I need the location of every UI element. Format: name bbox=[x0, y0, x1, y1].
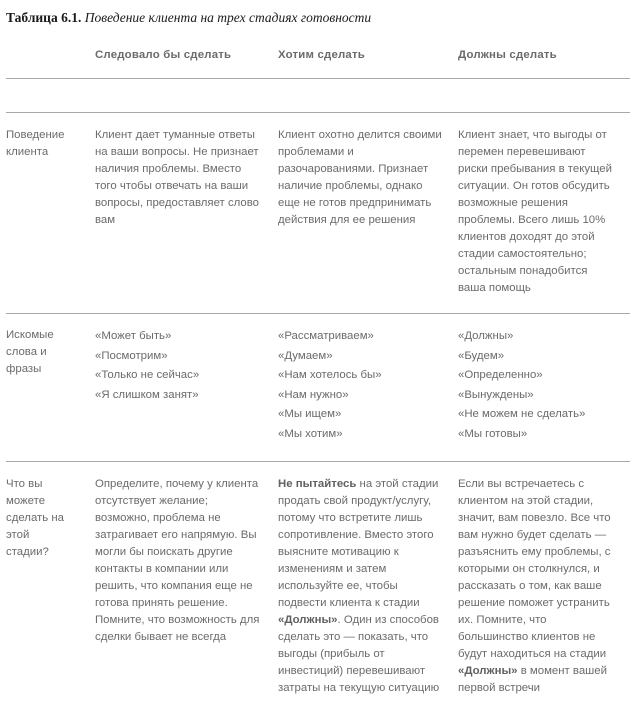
cell-actions-should: Определите, почему у клиента отсутствует желание; возможно, проблема не затрагивает его напрямую. Вы могли бы поискать другие контакты в компании или решить, что компания еще не готова принять решение. Помните, что возможность для сделки бывает не всегда bbox=[95, 478, 260, 643]
cell-text: Если вы встречаетесь с клиентом на этой стадии, значит, вам повезло. Все что вам нужно будет сделать — разъяснить ему проблемы, с которыми он столкнулся, и рассказать о том, как ваше решение поможет устранить их. Помните, что большинство клиентов не будут находиться на стадии bbox=[458, 478, 611, 660]
table-header-row bbox=[6, 47, 630, 78]
phrase-line: «Мы ищем» bbox=[278, 408, 342, 420]
phrase-line: «Может быть» bbox=[95, 330, 172, 342]
cell-behavior-want: Клиент охотно делится своими проблемами и разочарованиями. Признает наличие проблемы, однако еще не готов предпринимать действия для ее решения bbox=[278, 129, 442, 226]
phrase-line: «Должны» bbox=[458, 330, 514, 342]
phrase-line: «Вынуждены» bbox=[458, 388, 534, 401]
cell-behavior-should: Клиент дает туманные ответы на ваши вопросы. Не признает наличия проблемы. Вместо того чтобы отвечать на ваши вопросы, предоставляет слово вам bbox=[95, 129, 260, 226]
phrase-line: «Я слишком занят» bbox=[95, 388, 199, 401]
cell-keywords-should bbox=[95, 327, 278, 405]
header-gap bbox=[6, 79, 630, 112]
row-label: Искомые слова и фразы bbox=[6, 329, 54, 375]
cell-text-bold: «Должны» bbox=[458, 665, 518, 677]
cell-text-bold: Не пытайтесь bbox=[278, 478, 357, 490]
cell-behavior-must: Клиент знает, что выгоды от перемен перевешивают риски пребывания в текущей ситуации. Он готов обсудить возможные решения проблемы. Всего лишь 10% клиентов доходят до этой стадии самостоятельно; остальным понадобится ваша помощь bbox=[458, 129, 612, 294]
row-actions bbox=[6, 462, 630, 697]
phrase-line: «Посмотрим» bbox=[95, 349, 168, 362]
cell-text: . Один из способов сделать это — показать, что выгоды (прибыль от инвестиций) перевешивают затраты на текущую ситуацию bbox=[278, 614, 440, 694]
phrase-line: «Определенно» bbox=[458, 369, 543, 381]
cell-keywords-want bbox=[278, 327, 458, 444]
phrase-line: «Только не сейчас» bbox=[95, 369, 200, 381]
row-label: Поведение клиента bbox=[6, 129, 65, 158]
table-caption: Поведение клиента на трех стадиях готовности bbox=[84, 10, 372, 25]
phrase-line: «Мы готовы» bbox=[458, 427, 528, 440]
phrase-line: «Не можем не сделать» bbox=[458, 408, 586, 420]
phrase-line: «Рассматриваем» bbox=[278, 330, 374, 342]
table-number: Таблица 6.1. bbox=[6, 10, 82, 25]
row-keywords bbox=[6, 314, 630, 461]
column-header-should: Следовало бы сделать bbox=[95, 49, 232, 61]
cell-actions-want bbox=[278, 476, 458, 697]
column-header-must: Должны сделать bbox=[458, 49, 557, 61]
cell-actions-must bbox=[458, 476, 630, 697]
row-client-behavior bbox=[6, 113, 630, 313]
phrase-line: «Нам нужно» bbox=[278, 388, 349, 401]
cell-keywords-must bbox=[458, 327, 630, 444]
row-label: Что вы можете сделать на этой стадии? bbox=[6, 478, 64, 558]
column-header-want: Хотим сделать bbox=[278, 49, 365, 61]
phrase-line: «Нам хотелось бы» bbox=[278, 369, 382, 381]
phrase-line: «Будем» bbox=[458, 349, 505, 362]
cell-text: на этой стадии продать свой продукт/услугу, потому что встретите лишь сопротивление. Вместо этого выясните мотивацию к изменениям и затем используйте ее, чтобы подвести клиента к стадии bbox=[278, 478, 439, 609]
cell-text-bold: «Должны» bbox=[278, 614, 338, 626]
phrase-line: «Мы хотим» bbox=[278, 427, 343, 440]
cell-text: в момент вашей первой встречи bbox=[458, 665, 608, 694]
phrase-line: «Думаем» bbox=[278, 349, 333, 362]
table-title bbox=[6, 9, 630, 27]
